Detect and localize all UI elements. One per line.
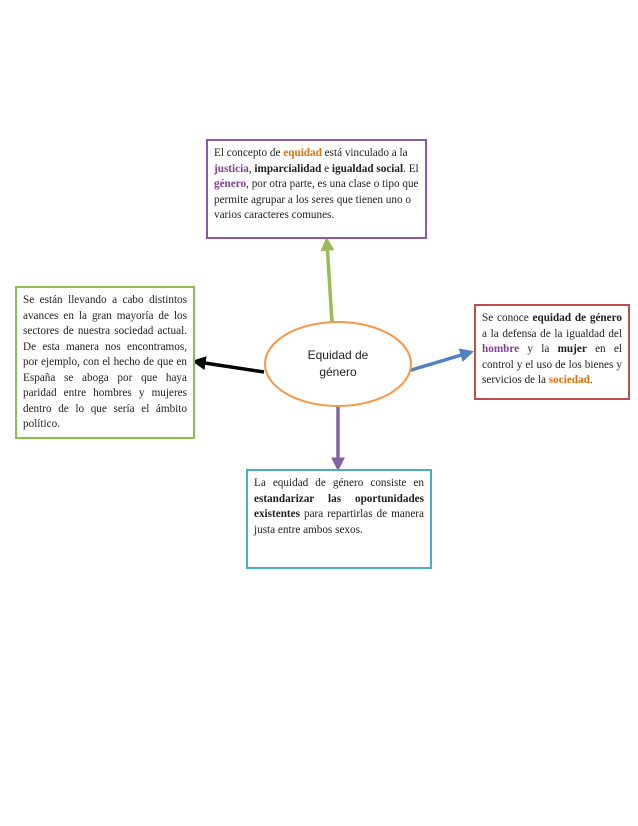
bottom-text: para repartirlas de manera justa entre ambos sexos. <box>254 508 424 536</box>
bottom-keyword-estandarizar: estandarizar las oportunidades existentes <box>254 492 424 520</box>
right-keyword-equidad-genero: equidad de género <box>532 312 622 324</box>
top-keyword-genero: género <box>214 178 247 190</box>
top-text: , <box>248 162 255 175</box>
right-text: . <box>589 374 593 386</box>
bottom-text: La equidad de género consiste en <box>254 477 424 489</box>
top-keyword-imparcialidad: imparcialidad <box>254 162 322 175</box>
center-label-line2: género <box>319 365 357 379</box>
right-text: Se conoce <box>482 312 533 324</box>
right-keyword-mujer: mujer <box>557 343 587 355</box>
top-keyword-equidad: equidad <box>283 147 322 159</box>
left-concept-box <box>15 286 195 439</box>
bottom-concept-box <box>246 469 432 569</box>
arrow-left <box>198 362 264 372</box>
top-text: está vinculado a la <box>321 147 408 159</box>
left-text: Se están llevando a cabo distintos avances en la gran mayoría de los sectores de nuestra sociedad actual. De esta manera nos encontramos, por ejemplo, con el hecho de que en España se aboga por que haya paridad entre hombres y mujeres dentro de lo que sería el ámbito político. <box>23 294 187 430</box>
right-text: a la defensa de la igualdad del <box>482 327 622 340</box>
top-text: El concepto de <box>214 147 284 159</box>
top-concept-box <box>206 139 427 239</box>
right-text: en el control y el uso de los bienes y servicios de la <box>482 343 623 386</box>
center-label-line1: Equidad de <box>307 348 369 362</box>
right-keyword-hombre: hombre <box>482 343 520 355</box>
top-keyword-igualdad-social: igualdad social <box>331 162 404 175</box>
right-concept-box <box>474 304 630 400</box>
top-text: e <box>321 162 332 175</box>
arrow-right <box>408 353 468 371</box>
center-node <box>265 322 411 406</box>
right-text: y la <box>519 343 558 355</box>
top-keyword-justicia: justicia <box>214 162 249 175</box>
top-text: , por otra parte, es una clase o tipo que permite agrupar a los seres que tienen uno o varios caracteres comunes. <box>214 178 419 221</box>
top-text: . El <box>403 162 419 175</box>
right-keyword-sociedad: sociedad <box>548 374 590 386</box>
